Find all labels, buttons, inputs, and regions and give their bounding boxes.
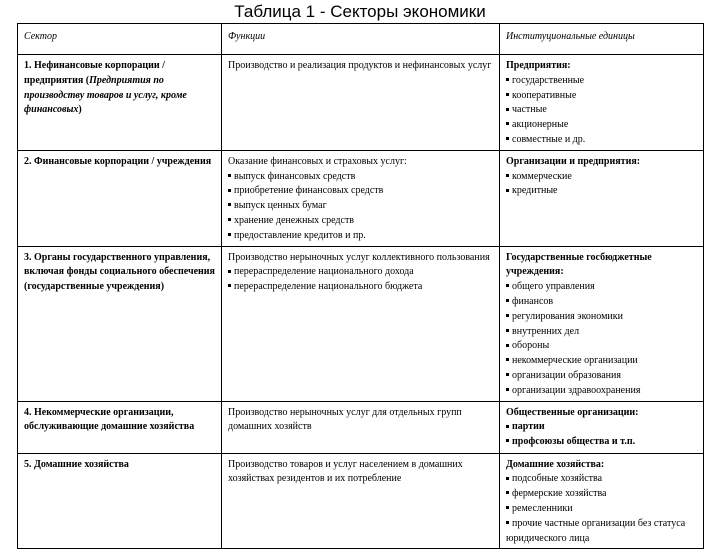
bullet-icon [506,506,509,509]
functions-text: Оказание финансовых и страховых услуг: [228,155,407,167]
bullet-icon [506,189,509,192]
bullet-icon [506,93,509,96]
header-units: Институциональные единицы [500,24,704,55]
list-item: профсоюзы общества и т.п. [506,435,697,450]
bullet-icon [228,270,231,273]
units-cell [500,55,704,151]
functions-cell [222,453,500,549]
sectors-table [17,23,704,549]
bullet-icon [506,78,509,81]
list-item: внутренних дел [506,325,697,340]
list-item: партии [506,420,697,435]
list-item: организации образования [506,369,697,384]
bullet-icon [228,189,231,192]
units-title: Предприятия: [506,60,571,71]
functions-text: Производство нерыночных услуг для отдельных групп домашних хозяйств [228,406,462,433]
list-item: общего управления [506,280,697,295]
list-item: организации здравоохранения [506,384,697,399]
table-row [18,453,704,549]
sector-cell [18,453,222,549]
sector-name: 1. Нефинансовые корпорации / предприятия [24,60,165,86]
sector-note: Предприятия по производству товаров и услуг, кроме финансовых [24,74,187,116]
list-item: кредитные [506,184,697,199]
units-title: Государственные госбюджетные учреждения: [506,251,652,278]
sector-cell [18,150,222,246]
list-item: ремесленники [506,502,697,517]
bullet-icon [506,521,509,524]
page-title: Таблица 1 - Секторы экономики [234,2,486,21]
header-sector: Сектор [18,24,222,55]
list-item: совместные и др. [506,133,697,148]
bullet-icon [506,491,509,494]
list-item: подсобные хозяйства [506,472,697,487]
list-item: перераспределение национального дохода [228,265,493,280]
table-row [18,55,704,151]
list-item: регулирования экономики [506,310,697,325]
bullet-icon [228,284,231,287]
bullet-icon [506,344,509,347]
sector-name: 5. Домашние хозяйства [24,458,129,470]
functions-cell [222,150,500,246]
bullet-icon [506,108,509,111]
units-title: Общественные организации: [506,406,639,418]
list-item: предоставление кредитов и пр. [228,229,493,244]
table-row [18,401,704,453]
bullet-icon [506,439,509,442]
sector-name: 3. Органы государственного управления, включая фонды социального обеспечения (государственные учреждения) [24,251,215,293]
bullet-icon [506,174,509,177]
list-item: государственные [506,74,697,89]
units-cell [500,453,704,549]
header-functions: Функции [222,24,500,55]
functions-cell [222,401,500,453]
bullet-icon [506,388,509,391]
list-item: обороны [506,339,697,354]
bullet-icon [506,284,509,287]
list-item: выпуск ценных бумаг [228,199,493,214]
units-title: Организации и предприятия: [506,155,641,167]
sector-cell [18,246,222,401]
list-item: акционерные [506,118,697,133]
bullet-icon [506,329,509,332]
list-item: финансов [506,295,697,310]
sector-cell: 1. Нефинансовые корпорации / предприятия (Предприятия по производству товаров и услуг, кроме финансовых) [18,55,222,151]
list-item: хранение денежных средств [228,214,493,229]
bullet-icon [506,425,509,428]
list-item: приобретение финансовых средств [228,184,493,199]
list-item: коммерческие [506,170,697,185]
list-item: фермерские хозяйства [506,487,697,502]
functions-cell [222,55,500,151]
bullet-icon [506,314,509,317]
sector-cell [18,401,222,453]
functions-text: Производство товаров и услуг населением в домашних хозяйствах резидентов и их потребление [228,458,463,485]
functions-cell [222,246,500,401]
table-row [18,150,704,246]
bullet-icon [506,477,509,480]
units-cell [500,150,704,246]
bullet-icon [506,373,509,376]
list-item: перераспределение национального бюджета [228,280,493,295]
bullet-icon [506,122,509,125]
units-title: Домашние хозяйства: [506,458,605,470]
bullet-icon [228,218,231,221]
units-cell [500,246,704,401]
bullet-icon [228,203,231,206]
functions-text: Производство и реализация продуктов и нефинансовых услуг [228,60,492,71]
list-item: кооперативные [506,89,697,104]
list-item: прочие частные организации без статуса юридического лица [506,517,686,544]
sector-name: 4. Некоммерческие организации, обслуживающие домашние хозяйства [24,406,195,433]
list-item: некоммерческие организации [506,354,697,369]
list-item: частные [506,103,697,118]
bullet-icon [506,299,509,302]
table-header-row [18,24,704,55]
bullet-icon [228,174,231,177]
functions-text: Производство нерыночных услуг коллективного пользования [228,251,490,263]
table-row [18,246,704,401]
bullet-icon [228,233,231,236]
units-cell [500,401,704,453]
list-item: выпуск финансовых средств [228,170,493,185]
bullet-icon [506,358,509,361]
bullet-icon [506,137,509,140]
sector-name: 2. Финансовые корпорации / учреждения [24,155,212,167]
